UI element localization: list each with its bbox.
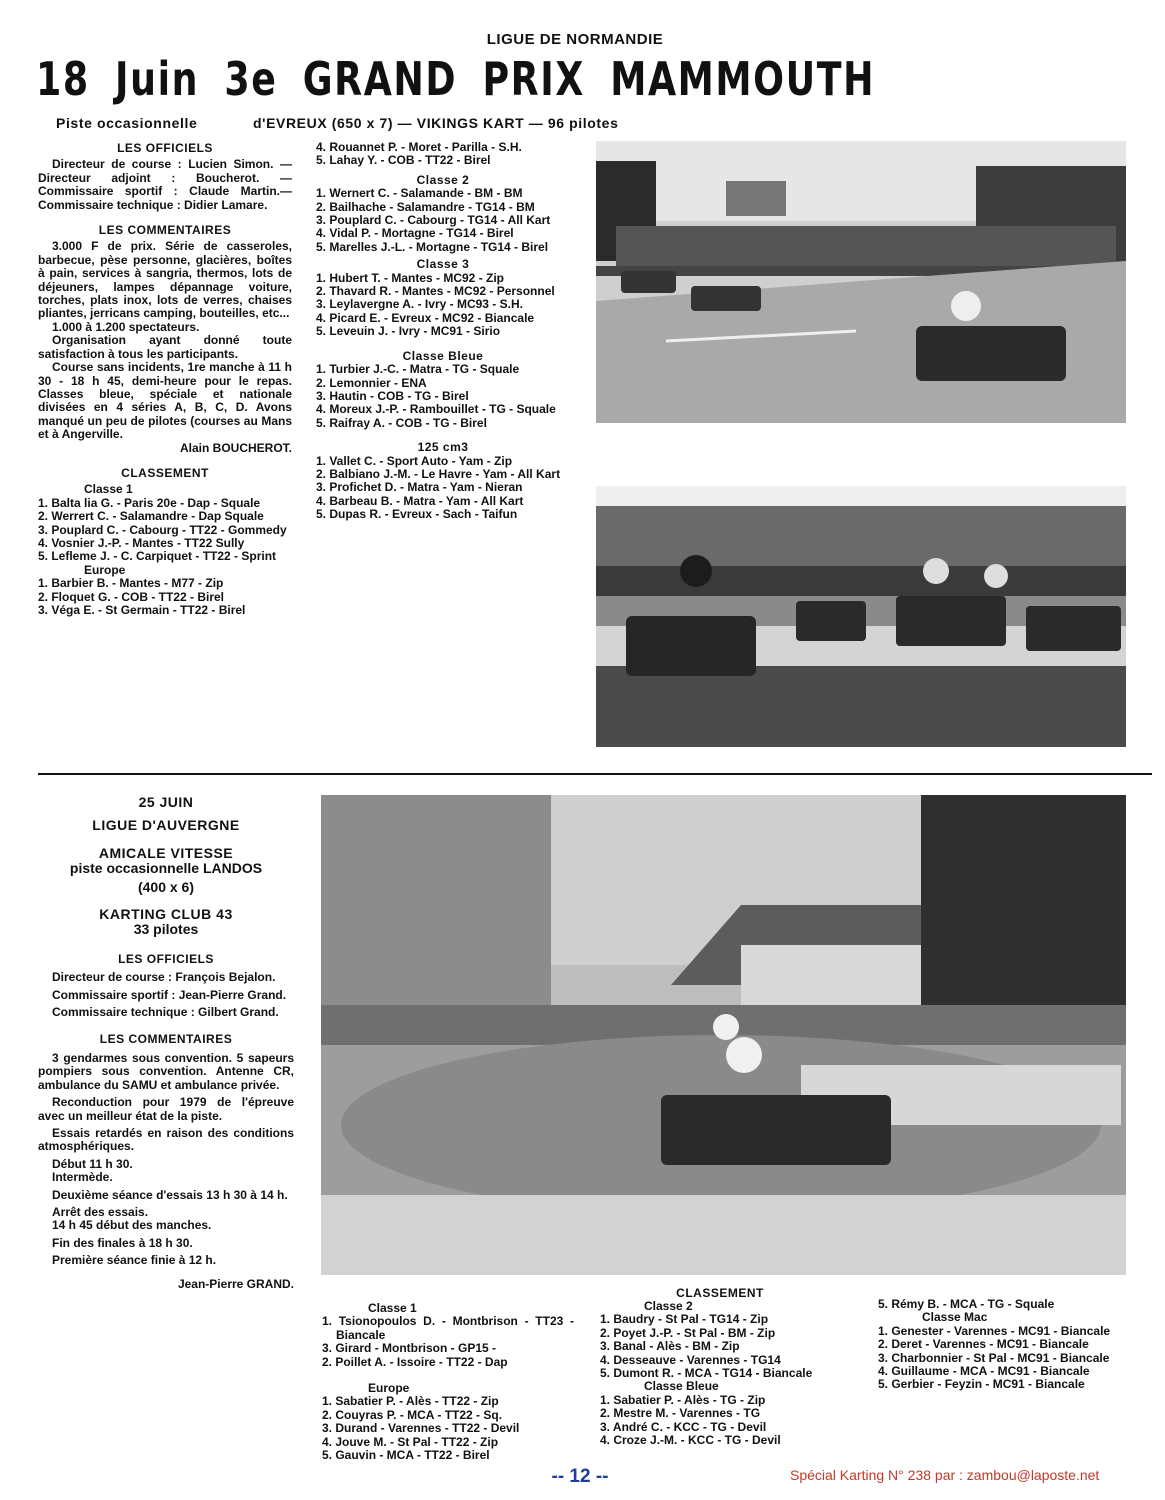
list-item: 3. Pouplard C. - Cabourg - TG14 - All Kart: [316, 213, 551, 228]
auvergne-commentaire: Début 11 h 30.: [52, 1156, 133, 1171]
auvergne-karting-club: KARTING CLUB 43: [99, 906, 233, 923]
auvergne-officiel-3: Commissaire technique : Gilbert Grand.: [52, 1005, 279, 1020]
normandie-column-2: [316, 141, 570, 522]
auvergne-classe1-title: Classe 1: [368, 1301, 417, 1315]
auvergne-commentaires-title: LES COMMENTAIRES: [99, 1032, 233, 1047]
auvergne-piste-b: LANDOS: [202, 860, 263, 877]
normandie-officiels-text: Directeur de course : Lucien Simon. — Directeur adjoint : Boucherot. — Commissaire sportif : Claude Martin.— Commissaire technique : Didier Lamare.: [38, 157, 292, 212]
list-item: 2. Bailhache - Salamandre - TG14 - BM: [316, 199, 535, 214]
auvergne-club: AMICALE VITESSE: [98, 844, 234, 861]
auvergne-commentaire: 3 gendarmes sous convention. 5 sapeurs pompiers sous convention. Antenne CR, ambulance du SAMU et ambulance privée.: [38, 1050, 294, 1092]
auvergne-pilotes: 33 pilotes: [133, 921, 199, 938]
section-divider: [38, 773, 1152, 775]
list-item: 1. Balta lia G. - Paris 20e - Dap - Squale: [38, 495, 261, 510]
list-item: 5. Leveuin J. - Ivry - MC91 - Sirio: [316, 324, 501, 339]
auvergne-column: [38, 796, 294, 1291]
normandie-signature: Alain BOUCHEROT.: [179, 440, 292, 455]
auvergne-dims: (400 x 6): [137, 878, 195, 895]
normandie-column-1: [38, 142, 292, 617]
list-item: 1. Tsionopoulos D. - Montbrison - TT23 - Biancale: [322, 1314, 574, 1342]
subtitle-right: d'EVREUX (650 x 7) — VIKINGS KART — 96 pilotes: [253, 115, 619, 131]
normandie-125-title: 125 cm3: [417, 440, 469, 455]
credit-line: Spécial Karting N° 238 par : zambou@laposte.net: [790, 1467, 1100, 1483]
normandie-officiels-title: LES OFFICIELS: [117, 141, 213, 155]
list-item: 3. André C. - KCC - TG - Devil: [600, 1419, 767, 1434]
kart-grid-icon: [596, 486, 1126, 747]
normandie-classe2-title: Classe 2: [416, 172, 470, 187]
auvergne-date: 25 JUIN: [138, 794, 194, 810]
auvergne-classement-title: CLASSEMENT: [676, 1286, 764, 1300]
list-item: 2. Balbiano J.-M. - Le Havre - Yam - All Kart: [316, 466, 561, 481]
list-item: 3. Banal - Alès - BM - Zip: [600, 1339, 740, 1354]
auvergne-officiel-1: Directeur de course : François Bejalon.: [52, 970, 276, 985]
list-item: 1. Vallet C. - Sport Auto - Yam - Zip: [316, 453, 513, 468]
list-item: 4. Picard E. - Evreux - MC92 - Biancale: [316, 310, 535, 325]
auvergne-officiel-2: Commissaire sportif : Jean-Pierre Grand.: [52, 987, 287, 1002]
list-item: 4. Vosnier J.-P. - Mantes - TT22 Sully: [38, 535, 245, 550]
list-item: 4. Rouannet P. - Moret - Parilla - S.H.: [316, 140, 522, 154]
photo-karts-on-track: [596, 141, 1126, 423]
list-item: 1. Hubert T. - Mantes - MC92 - Zip: [316, 270, 505, 285]
normandie-commentaire-3: Organisation ayant donné toute satisfaction à tous les participants.: [38, 333, 292, 361]
auvergne-commentaire: Arrêt des essais.: [52, 1204, 149, 1219]
normandie-commentaire-4: Course sans incidents, 1re manche à 11 h 30 - 18 h 45, demi-heure pour le repas. Classes bleue, spéciale et nationale divisées en 4 séries A, B, C, D. Avons manqué un peu de pilotes (courses au Mans et à Angerville.: [38, 360, 292, 442]
normandie-commentaire-1: 3.000 F de prix. Série de casseroles, barbecue, pèse personne, glacières, boîtes à pain, services à sangria, thermos, lots de déjeuners, lampes dépannage voiture, torches, plats inox, lots de verres, chaises pliantes, jerricans camping, bouteilles, etc...: [38, 239, 292, 321]
auvergne-piste-a: piste occasionnelle: [69, 860, 200, 877]
list-item: 5. Gauvin - MCA - TT22 - Birel: [322, 1448, 490, 1463]
list-item: 2. Poyet J.-P. - St Pal - BM - Zip: [600, 1325, 776, 1340]
list-item: 5. Gerbier - Feyzin - MC91 - Biancale: [878, 1377, 1085, 1392]
list-item: 4. Croze J.-M. - KCC - TG - Devil: [600, 1433, 781, 1448]
list-item: 4. Desseauve - Varennes - TG14: [600, 1352, 781, 1367]
list-item: 1. Sabatier P. - Alès - TG - Zip: [600, 1392, 766, 1407]
list-item: 4. Jouve M. - St Pal - TT22 - Zip: [322, 1434, 499, 1449]
list-item: 1. Turbier J.-C. - Matra - TG - Squale: [316, 362, 520, 377]
subtitle-left: Piste occasionnelle: [56, 115, 198, 131]
auvergne-bleue-title: Classe Bleue: [644, 1379, 719, 1394]
auvergne-commentaire: Intermède.: [52, 1170, 113, 1185]
list-item: 4. Barbeau B. - Matra - Yam - All Kart: [316, 493, 524, 508]
list-item: 1. Baudry - St Pal - TG14 - Zip: [600, 1312, 769, 1327]
auvergne-europe-title: Europe: [368, 1381, 410, 1396]
photo-kart-grid: [596, 486, 1126, 747]
list-item: 4. Guillaume - MCA - MC91 - Biancale: [878, 1364, 1090, 1379]
list-item: 2. Couyras P. - MCA - TT22 - Sq.: [322, 1407, 503, 1422]
normandie-classe3-title: Classe 3: [416, 257, 470, 272]
normandie-europe-title: Europe: [84, 562, 126, 577]
list-item: 1. Sabatier P. - Alès - TT22 - Zip: [322, 1394, 499, 1409]
auvergne-class-col-3: [878, 1298, 1130, 1392]
normandie-classement-title: CLASSEMENT: [121, 465, 209, 480]
kart-hay-bales-icon: [321, 795, 1126, 1275]
page-title: [36, 52, 876, 116]
auvergne-commentaire: Deuxième séance d'essais 13 h 30 à 14 h.: [52, 1187, 288, 1202]
list-item: 2. Poillet A. - Issoire - TT22 - Dap: [322, 1354, 508, 1369]
auvergne-classe2-title: Classe 2: [644, 1299, 693, 1313]
list-item: 2. Floquet G. - COB - TT22 - Birel: [38, 589, 225, 604]
list-item: 3. Hautin - COB - TG - Birel: [316, 388, 469, 403]
auvergne-league: LIGUE D'AUVERGNE: [92, 817, 240, 834]
auvergne-class-col-2: [600, 1300, 852, 1447]
list-item: 1. Barbier B. - Mantes - M77 - Zip: [38, 576, 224, 591]
list-item: 3. Charbonnier - St Pal - MC91 - Biancale: [878, 1350, 1110, 1365]
list-item: 5. Marelles J.-L. - Mortagne - TG14 - Birel: [316, 239, 549, 254]
list-item: 5. Dupas R. - Evreux - Sach - Taifun: [316, 507, 518, 522]
auvergne-class-col-1: [322, 1302, 574, 1462]
karts-on-track-icon: [596, 141, 1126, 423]
auvergne-commentaire: Reconduction pour 1979 de l'épreuve avec un meilleur état de la piste.: [38, 1095, 294, 1123]
list-item: 5. Raifray A. - COB - TG - Birel: [316, 415, 487, 430]
auvergne-piste: [38, 862, 294, 875]
list-item: 4. Vidal P. - Mortagne - TG14 - Birel: [316, 226, 514, 241]
auvergne-commentaire: Première séance finie à 12 h.: [52, 1253, 217, 1268]
list-item: 5. Lahay Y. - COB - TT22 - Birel: [316, 153, 491, 168]
list-item: 3. Véga E. - St Germain - TT22 - Birel: [38, 603, 246, 617]
list-item: 3. Pouplard C. - Cabourg - TT22 - Gommedy: [38, 522, 287, 537]
auvergne-commentaire: Essais retardés en raison des conditions atmosphériques.: [38, 1125, 294, 1154]
list-item: 1. Wernert C. - Salamande - BM - BM: [316, 186, 523, 201]
auvergne-mac-title: Classe Mac: [922, 1310, 988, 1325]
list-item: 3. Profichet D. - Matra - Yam - Nieran: [316, 480, 523, 495]
list-item: 3. Girard - Montbrison - GP15 -: [322, 1341, 497, 1356]
list-item: 2. Thavard R. - Mantes - MC92 - Personnel: [316, 284, 555, 299]
normandie-classe1-title: Classe 1: [84, 482, 133, 497]
normandie-commentaires-title: LES COMMENTAIRES: [98, 223, 232, 238]
list-item: 5. Dumont R. - MCA - TG14 - Biancale: [600, 1366, 813, 1381]
list-item: 2. Deret - Varennes - MC91 - Biancale: [878, 1337, 1089, 1352]
list-item: 2. Lemonnier - ENA: [316, 375, 427, 390]
list-item: 3. Durand - Varennes - TT22 - Devil: [322, 1421, 520, 1436]
list-item: 1. Genester - Varennes - MC91 - Biancale: [878, 1323, 1111, 1338]
list-item: 4. Moreux J.-P. - Rambouillet - TG - Squale: [316, 402, 556, 417]
auvergne-commentaire: 14 h 45 début des manches.: [52, 1218, 212, 1233]
auvergne-officiels-title: LES OFFICIELS: [118, 951, 214, 966]
normandie-commentaire-2: 1.000 à 1.200 spectateurs.: [52, 319, 200, 334]
list-item: 5. Rémy B. - MCA - TG - Squale: [878, 1297, 1055, 1311]
auvergne-signature: Jean-Pierre GRAND.: [177, 1276, 294, 1291]
auvergne-commentaire: Fin des finales à 18 h 30.: [52, 1235, 193, 1250]
normandie-bleue-title: Classe Bleue: [402, 348, 484, 363]
list-item: 2. Mestre M. - Varennes - TG: [600, 1406, 761, 1421]
league-header: LIGUE DE NORMANDIE: [486, 31, 664, 48]
photo-kart-hay-bales: [321, 795, 1126, 1275]
list-item: 5. Lefleme J. - C. Carpiquet - TT22 - Sprint: [38, 549, 277, 564]
list-item: 3. Leylavergne A. - Ivry - MC93 - S.H.: [316, 297, 523, 312]
list-item: 2. Werrert C. - Salamandre - Dap Squale: [38, 509, 264, 524]
page-title-text: 18 Juin 3e GRAND PRIX MAMMOUTH: [36, 52, 876, 106]
page-number: -- 12 --: [551, 1466, 609, 1487]
